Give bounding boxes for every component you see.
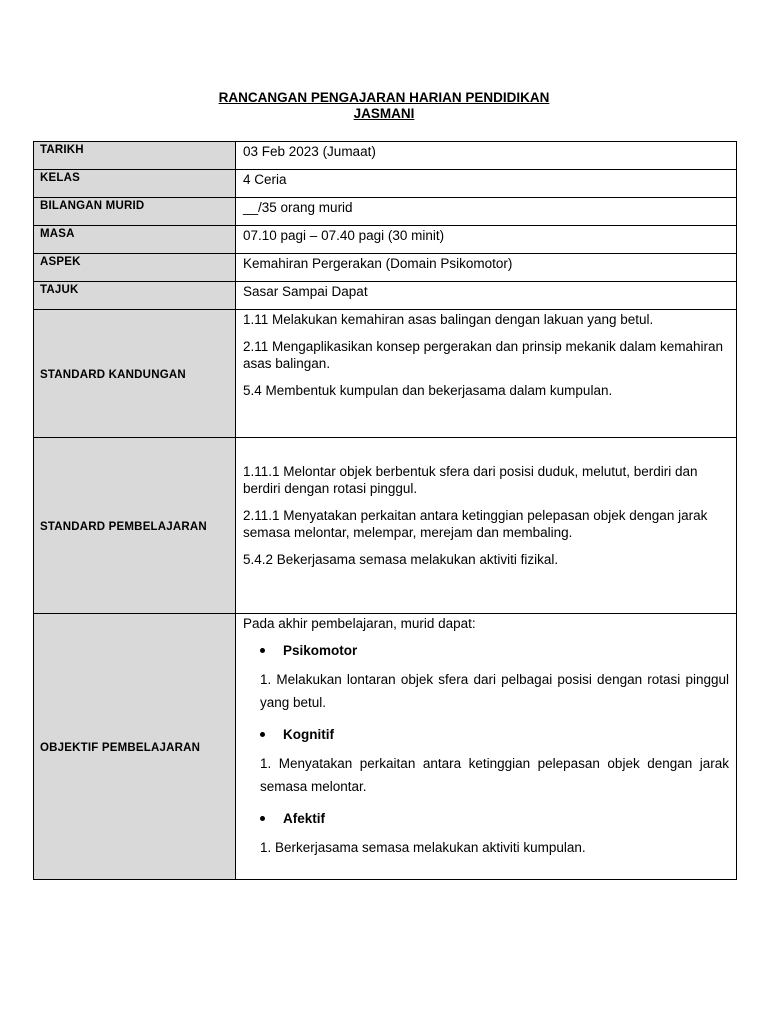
standard-pembelajaran-item: 1.11.1 Melontar objek berbentuk sfera dari posisi duduk, melutut, berdiri dan berdiri dengan rotasi pinggul. bbox=[243, 464, 698, 496]
objective-text: 1. Menyatakan perkaitan antara ketinggian pelepasan objek dengan jarak semasa melontar. bbox=[260, 756, 729, 794]
value-objektif-pembelajaran bbox=[236, 614, 737, 880]
label-bilangan-murid: BILANGAN MURID bbox=[34, 198, 236, 226]
value-bilangan-murid: __/35 orang murid bbox=[236, 198, 737, 226]
title-line-2: JASMANI bbox=[353, 106, 415, 121]
row-tajuk bbox=[34, 282, 737, 310]
value-standard-kandungan bbox=[236, 310, 737, 438]
value-aspek: Kemahiran Pergerakan (Domain Psikomotor) bbox=[236, 254, 737, 282]
label-aspek: ASPEK bbox=[34, 254, 236, 282]
standard-kandungan-item: 1.11 Melakukan kemahiran asas balingan dengan lakuan yang betul. bbox=[243, 312, 654, 327]
row-objektif-pembelajaran bbox=[34, 614, 737, 880]
bullet-icon bbox=[260, 816, 265, 821]
row-masa bbox=[34, 226, 737, 254]
value-tajuk: Sasar Sampai Dapat bbox=[236, 282, 737, 310]
row-bilangan-murid bbox=[34, 198, 737, 226]
row-standard-kandungan bbox=[34, 310, 737, 438]
label-tajuk: TAJUK bbox=[34, 282, 236, 310]
standard-pembelajaran-item: 5.4.2 Bekerjasama semasa melakukan aktiviti fizikal. bbox=[243, 552, 559, 567]
bullet-icon bbox=[260, 732, 265, 737]
objektif-intro: Pada akhir pembelajaran, murid dapat: bbox=[243, 616, 476, 631]
value-standard-pembelajaran bbox=[236, 438, 737, 614]
label-standard-pembelajaran: STANDARD PEMBELAJARAN bbox=[34, 438, 236, 614]
label-masa: MASA bbox=[34, 226, 236, 254]
objective-text: 1. Melakukan lontaran objek sfera dari pelbagai posisi dengan rotasi pinggul yang betul. bbox=[260, 672, 729, 710]
standard-kandungan-item: 2.11 Mengaplikasikan konsep pergerakan dan prinsip mekanik dalam kemahiran asas balingan. bbox=[243, 339, 724, 371]
domain-name: Psikomotor bbox=[283, 643, 358, 658]
objective-text: 1. Berkerjasama semasa melakukan aktiviti kumpulan. bbox=[260, 840, 586, 855]
value-masa: 07.10 pagi – 07.40 pagi (30 minit) bbox=[236, 226, 737, 254]
row-kelas bbox=[34, 170, 737, 198]
label-kelas: KELAS bbox=[34, 170, 236, 198]
domain-heading-afektif bbox=[260, 810, 729, 827]
lesson-plan-table bbox=[33, 141, 737, 880]
label-objektif-pembelajaran: OBJEKTIF PEMBELAJARAN bbox=[34, 614, 236, 880]
title-line-1: RANCANGAN PENGAJARAN HARIAN PENDIDIKAN bbox=[218, 90, 550, 105]
label-standard-kandungan: STANDARD KANDUNGAN bbox=[34, 310, 236, 438]
domain-heading-kognitif bbox=[260, 726, 729, 743]
domain-heading-psikomotor bbox=[260, 642, 729, 659]
page-title bbox=[0, 90, 768, 122]
standard-pembelajaran-item: 2.11.1 Menyatakan perkaitan antara ketinggian pelepasan objek dengan jarak semasa melontar, melempar, merejam dan membaling. bbox=[243, 508, 708, 540]
label-tarikh: TARIKH bbox=[34, 142, 236, 170]
value-kelas: 4 Ceria bbox=[236, 170, 737, 198]
bullet-icon bbox=[260, 648, 265, 653]
domain-name: Afektif bbox=[283, 811, 326, 826]
standard-kandungan-item: 5.4 Membentuk kumpulan dan bekerjasama dalam kumpulan. bbox=[243, 383, 613, 398]
row-tarikh bbox=[34, 142, 737, 170]
row-aspek bbox=[34, 254, 737, 282]
value-tarikh: 03 Feb 2023 (Jumaat) bbox=[236, 142, 737, 170]
domain-name: Kognitif bbox=[283, 727, 334, 742]
row-standard-pembelajaran bbox=[34, 438, 737, 614]
